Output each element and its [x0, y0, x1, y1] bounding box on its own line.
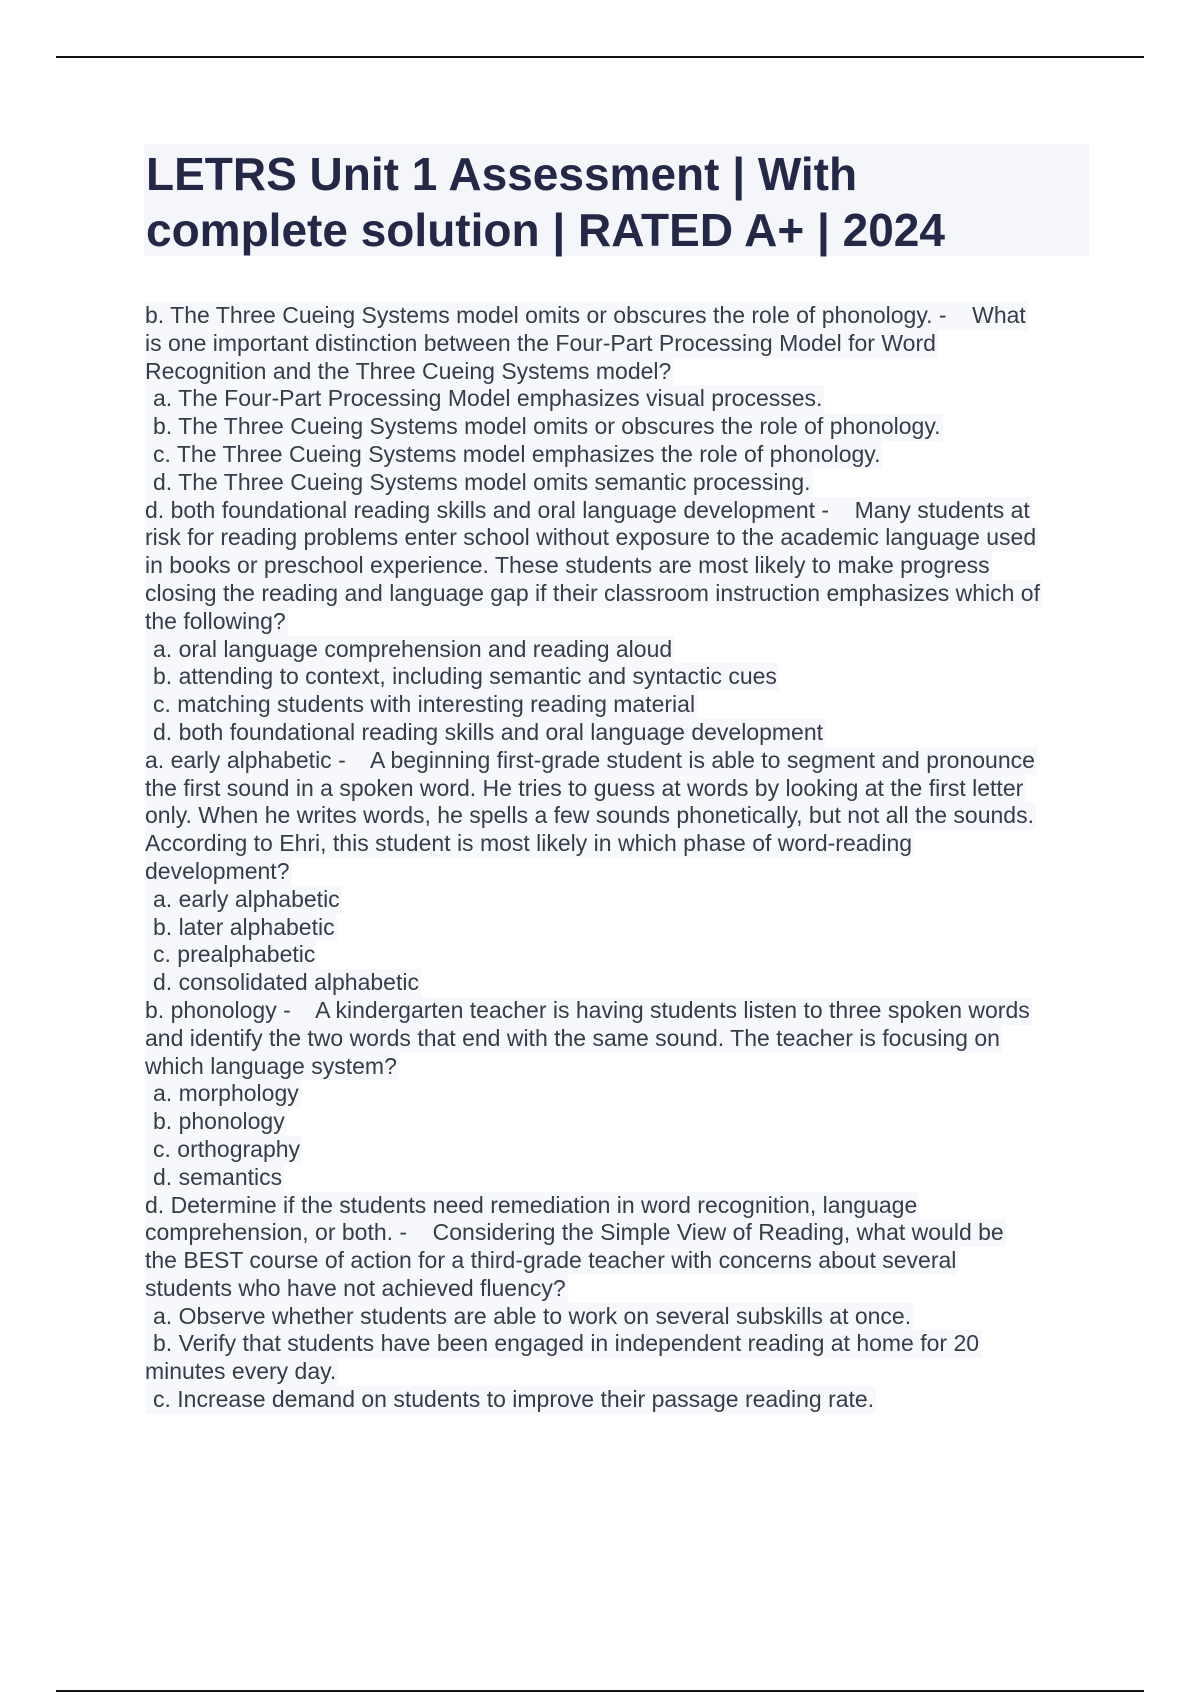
question-text-line: is one important distinction between the Four-Part Processing Model for Word — [145, 329, 936, 356]
document-body — [145, 302, 1093, 1414]
question-text-line: and identify the two words that end with the same sound. The teacher is focusing on — [145, 1024, 1000, 1051]
footer-rule — [56, 1690, 1144, 1692]
answer-option-line: b. The Three Cueing Systems model omits or obscures the role of phonology. — [145, 413, 943, 441]
answer-option-line: d. semantics — [145, 1164, 284, 1192]
title-line: LETRS Unit 1 Assessment | With — [146, 148, 858, 200]
question-text-line: risk for reading problems enter school without exposure to the academic language used — [145, 524, 1037, 551]
answer-option-line: c. Increase demand on students to improve their passage reading rate. — [145, 1386, 876, 1414]
answer-option-line: c. The Three Cueing Systems model emphasizes the role of phonology. — [145, 441, 882, 469]
question-text-line: the BEST course of action for a third-grade teacher with concerns about several — [145, 1247, 957, 1274]
answer-option-line: b. attending to context, including semantic and syntactic cues — [145, 663, 779, 691]
question-text-line: in books or preschool experience. These students are most likely to make progress — [145, 552, 990, 579]
question-text-line: comprehension, or both. - Considering the Simple View of Reading, what would be — [145, 1219, 1004, 1246]
question-text-line: a. early alphabetic - A beginning first-grade student is able to segment and pronounce — [145, 746, 1035, 773]
answer-option-line: a. morphology — [145, 1080, 301, 1108]
answer-option-line: d. consolidated alphabetic — [145, 969, 421, 997]
title-line: complete solution | RATED A+ | 2024 — [146, 204, 945, 256]
question-text-line: which language system? — [145, 1052, 397, 1079]
question-text-line: d. Determine if the students need remediation in word recognition, language — [145, 1191, 918, 1218]
answer-option-line: c. orthography — [145, 1136, 302, 1164]
answer-option-line: a. oral language comprehension and reading aloud — [145, 636, 674, 664]
answer-option-line: b. phonology — [145, 1108, 287, 1136]
answer-option-line: a. Observe whether students are able to work on several subskills at once. — [145, 1303, 913, 1331]
question-text-line: minutes every day. — [145, 1358, 337, 1385]
question-text-line: d. both foundational reading skills and oral language development - Many students at — [145, 496, 1030, 523]
question-text-line: closing the reading and language gap if their classroom instruction emphasizes which of — [145, 579, 1040, 606]
question-text-line: students who have not achieved fluency? — [145, 1274, 566, 1301]
question-text-line: b. phonology - A kindergarten teacher is having students listen to three spoken words — [145, 996, 1030, 1023]
question-text-line: According to Ehri, this student is most likely in which phase of word-reading — [145, 830, 913, 857]
question-text-line: Recognition and the Three Cueing Systems model? — [145, 357, 672, 384]
answer-option-line: d. The Three Cueing Systems model omits semantic processing. — [145, 469, 813, 497]
answer-option-line: d. both foundational reading skills and oral language development — [145, 719, 825, 747]
answer-option-line: c. matching students with interesting reading material — [145, 691, 697, 719]
answer-option-line: c. prealphabetic — [145, 941, 317, 969]
answer-option-line: b. later alphabetic — [145, 914, 337, 942]
answer-option-line: a. early alphabetic — [145, 886, 342, 914]
header-rule — [56, 56, 1144, 58]
title-block — [144, 144, 1089, 256]
document-title — [144, 144, 1089, 258]
answer-option-line: b. Verify that students have been engaged in independent reading at home for 20 — [145, 1330, 981, 1358]
question-text-line: b. The Three Cueing Systems model omits or obscures the role of phonology. - What — [145, 302, 1026, 328]
question-text-line: the first sound in a spoken word. He tries to guess at words by looking at the first letter — [145, 774, 1024, 801]
question-text-line: only. When he writes words, he spells a few sounds phonetically, but not all the sounds. — [145, 802, 1034, 829]
question-text-line: the following? — [145, 607, 286, 634]
answer-option-line: a. The Four-Part Processing Model emphasizes visual processes. — [145, 385, 824, 413]
question-text-line: development? — [145, 857, 290, 884]
